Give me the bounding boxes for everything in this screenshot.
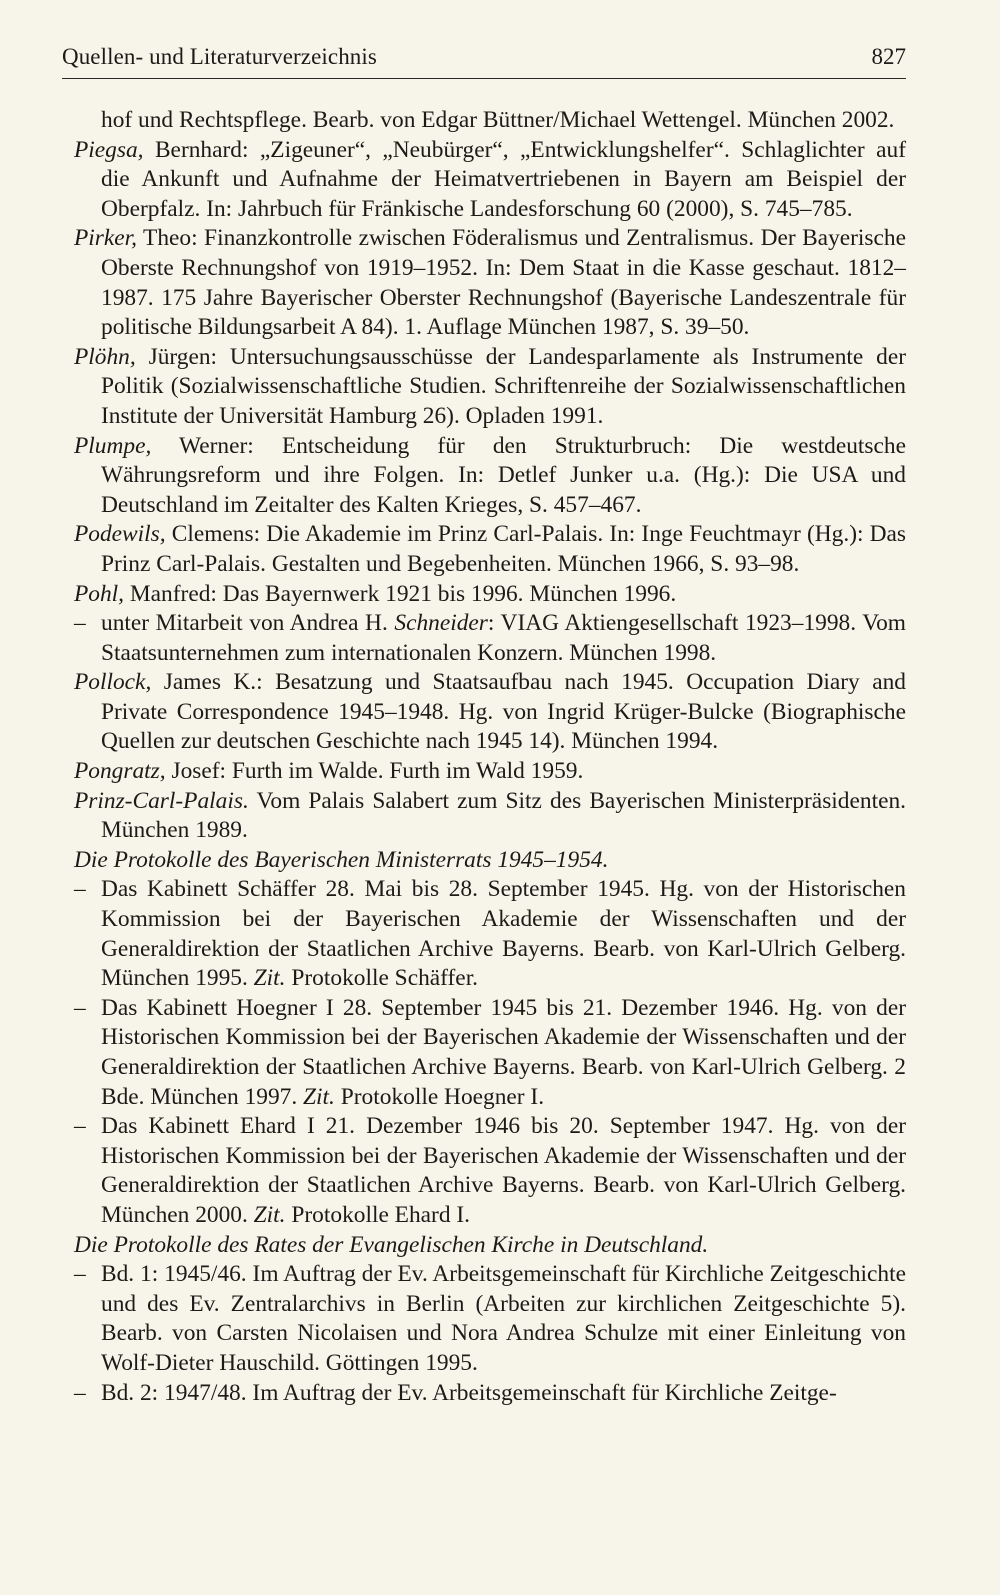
entry-text: Das Kabinett Ehard I 21. Dezember 1946 bis 20. September 1947. Hg. von der Historischen Kommission bei der Bayerischen Akademie der Wissenschaften und der Generaldirektion der Staatlichen Archive Bayerns. Bearb. von Karl-Ulrich Gelberg. München 2000. — [101, 1113, 906, 1228]
bibliography-subentry — [74, 1379, 906, 1409]
entry-text: Clemens: Die Akademie im Prinz Carl-Palais. In: Inge Feuchtmayr (Hg.): Das Prinz Carl-Palais. Gestalten und Begebenheiten. München 1966, S. 93–98. — [101, 521, 906, 577]
entry-author: Prinz-Carl-Palais. — [74, 787, 249, 814]
entry-text: unter Mitarbeit von Andrea H. — [101, 610, 395, 637]
dash-marker: – — [74, 1379, 86, 1406]
entry-text: Josef: Furth im Walde. Furth im Wald 1959. — [165, 758, 584, 785]
entry-author: Pohl, — [74, 580, 125, 607]
bibliography-entry — [74, 136, 906, 225]
dash-marker: – — [74, 994, 86, 1021]
entry-text: Das Kabinett Schäffer 28. Mai bis 28. September 1945. Hg. von der Historischen Kommission bei der Bayerischen Akademie der Wissenschaften und der Generaldirektion der Staatlichen Archive Bayerns. Bearb. von Karl-Ulrich Gelberg. München 1995. — [101, 876, 906, 992]
dash-marker: – — [74, 1113, 86, 1140]
entry-text: Bd. 2: 1947/48. Im Auftrag der Ev. Arbeitsgemeinschaft für Kirchliche Zeitge- — [101, 1379, 837, 1406]
bibliography-subentry — [74, 1112, 906, 1230]
entry-text: Protokolle Ehard I. — [285, 1201, 471, 1228]
dash-marker: – — [74, 1261, 86, 1288]
bibliography-text — [74, 106, 906, 1408]
entry-text: Manfred: Das Bayernwerk 1921 bis 1996. München 1996. — [124, 580, 677, 607]
bibliography-subentry — [74, 1260, 906, 1378]
entry-author: Pollock, — [74, 669, 152, 696]
bibliography-entry — [74, 580, 906, 610]
bibliography-entry — [74, 432, 906, 521]
entry-text: Vom Palais Salabert zum Sitz des Bayerischen Ministerpräsidenten. München 1989. — [101, 787, 906, 844]
bibliography-subentry — [74, 875, 906, 993]
entry-text: Das Kabinett Hoegner I 28. September 1945 bis 21. Dezember 1946. Hg. von der Historischen Kommission bei der Bayerischen Akademie der Wissenschaften und der Generaldirektion der Staatlichen Archive Bayerns. Bearb. von Karl-Ulrich Gelberg. 2 Bde. München 1997. — [101, 994, 906, 1110]
entry-author: Podewils, — [74, 521, 166, 548]
entry-text: hof und Rechtspflege. Bearb. von Edgar Büttner/Michael Wettengel. München 2002. — [101, 107, 895, 133]
entry-text: Protokolle Schäffer. — [285, 965, 479, 992]
running-title: Quellen- und Literaturverzeichnis — [62, 44, 377, 69]
entry-text: Jürgen: Untersuchungsausschüsse der Landesparlamente als Instrumente der Politik (Sozialwissenschaftliche Studien. Schriftenreihe der Sozialwissenschaftlichen Institute der Universität Hamburg 26). Opladen 1991. — [101, 343, 906, 429]
citation-abbreviation: Zit. — [253, 1201, 286, 1228]
dash-marker: – — [74, 610, 86, 637]
entry-text: : VIAG Aktiengesellschaft 1923–1998. Vom Staatsunternehmen zum internationalen Konzern. München 1998. — [101, 610, 906, 666]
bibliography-entry — [74, 520, 906, 579]
citation-abbreviation: Zit. — [253, 965, 286, 992]
page-number: 827 — [871, 44, 906, 69]
bibliography-entry — [74, 846, 906, 876]
bibliography-entry — [74, 224, 906, 342]
entry-text: Bernhard: „Zigeuner“, „Neubürger“, „Entwicklungshelfer“. Schlaglichter auf die Ankunft und Aufnahme der Heimatvertriebenen in Bayern am Beispiel der Oberpfalz. In: Jahrbuch für Fränkische Landesforschung 60 (2000), S. 745–785. — [101, 136, 906, 222]
series-title: Die Protokolle des Rates der Evangelischen Kirche in Deutschland. — [74, 1231, 709, 1258]
bibliography-entry — [74, 787, 906, 846]
entry-text: Theo: Finanzkontrolle zwischen Föderalismus und Zentralismus. Der Bayerische Oberste Rechnungshof von 1919–1952. In: Dem Staat in die Kasse geschaut. 1812–1987. 175 Jahre Bayerischer Oberster Rechnungshof (Bayerische Landeszentrale für politische Bildungsarbeit A 84). 1. Auflage München 1987, S. 39–50. — [101, 225, 906, 341]
bibliography-entry — [74, 668, 906, 757]
dash-marker: – — [74, 876, 86, 903]
page-header — [62, 44, 906, 79]
bibliography-entry — [74, 757, 906, 787]
bibliography-entry — [74, 106, 906, 136]
entry-author: Piegsa, — [74, 136, 144, 163]
entry-text: Bd. 1: 1945/46. Im Auftrag der Ev. Arbeitsgemeinschaft für Kirchliche Zeitgeschichte und des Ev. Zentralarchivs in Berlin (Arbeiten zur kirchlichen Zeitgeschichte 5). Bearb. von Carsten Nicolaisen und Nora Andrea Schulze mit einer Einleitung von Wolf-Dieter Hauschild. Göttingen 1995. — [101, 1261, 906, 1376]
bibliography-subentry — [74, 609, 906, 668]
entry-author: Plumpe, — [74, 432, 152, 459]
entry-author: Pirker, — [74, 225, 138, 252]
citation-abbreviation: Zit. — [303, 1083, 335, 1110]
bibliography-subentry — [74, 994, 906, 1112]
entry-text: Werner: Entscheidung für den Strukturbruch: Die westdeutsche Währungsreform und ihre Folgen. In: Detlef Junker u.a. (Hg.): Die USA und Deutschland im Zeitalter des Kalten Krieges, S. 457–467. — [101, 432, 906, 518]
series-title: Die Protokolle des Bayerischen Ministerrats 1945–1954. — [74, 846, 609, 873]
entry-author: Plöhn, — [74, 343, 136, 370]
entry-text: James K.: Besatzung und Staatsaufbau nach 1945. Occupation Diary and Private Correspondence 1945–1948. Hg. von Ingrid Krüger-Bulcke (Biographische Quellen zur deutschen Geschichte nach 1945 14). München 1994. — [101, 669, 906, 755]
entry-text: Protokolle Hoegner I. — [334, 1083, 545, 1110]
bibliography-entry — [74, 343, 906, 432]
entry-author: Pongratz, — [74, 758, 166, 785]
bibliography-entry — [74, 1231, 906, 1261]
entry-author: Schneider — [394, 610, 488, 637]
